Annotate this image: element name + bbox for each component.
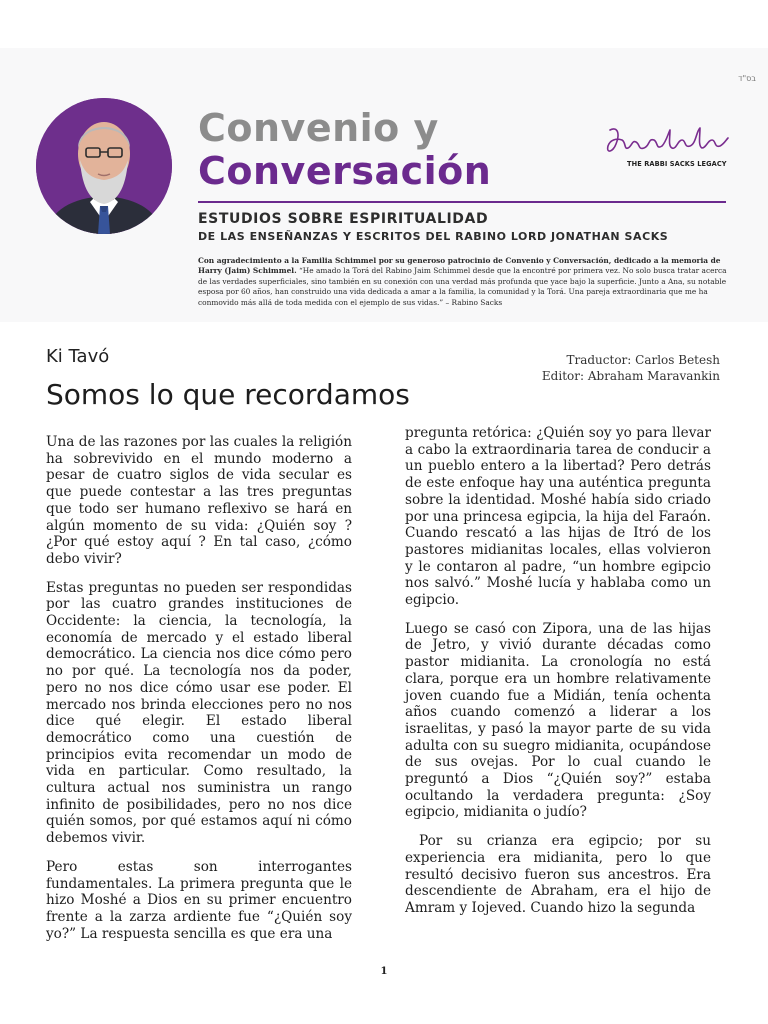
- acknowledgement-bold: Con agradecimiento a la Familia Schimmel por su generoso patrocinio de Convenio y Conversación, dedicado a la memoria de Harry (Jaim) Schimmel.: [198, 256, 721, 276]
- paragraph: Luego se casó con Zipora, una de las hijas de Jetro, y vivió durante décadas como pastor midianita. La cronología no está clara, porque era un hombre relativamente joven cuando fue a Midián, tenía ochenta años cuando comenzó a liderar a los israelitas, y pasó la mayor parte de su vida adulta con su suegro midianita, ocupándose de sus ovejas. Por lo cual cuando le preguntó a Dios “¿Quién soy?” estaba ocultando la verdadera pregunta: ¿Soy egipcio, midianita o judío?: [405, 620, 711, 821]
- credits: [542, 352, 720, 384]
- author-portrait: [36, 98, 172, 234]
- editor-credit: Editor: Abraham Maravankin: [541, 369, 720, 383]
- title-line-1: Convenio y: [198, 106, 439, 150]
- parsha-name: Ki Tavó: [46, 346, 110, 367]
- header-divider: [198, 201, 726, 203]
- translator-credit: Traductor: Carlos Betesh: [566, 353, 720, 367]
- article-title: Somos lo que recordamos: [46, 378, 410, 411]
- portrait-illustration: [36, 98, 172, 234]
- paragraph: pregunta retórica: ¿Quién soy yo para llevar a cabo la extraordinaria tarea de conducir a un pueblo entero a la libertad? Pero detrás de este enfoque hay una auténtica pregunta sobre la identidad. Moshé había sido criado por una princesa egipcia, la hija del Faraón. Cuando rescató a las hijas de Itró de los pastores midianitas locales, ellas volvieron y le contaron al padre, “un hombre egipcio nos salvó.” Moshé lucía y hablaba como un egipcio.: [405, 425, 711, 609]
- rabbi-sacks-legacy-logo: [604, 124, 734, 180]
- article-column-right: [405, 425, 711, 929]
- paragraph: Por su crianza era egipcio; por su experiencia era midianita, pero lo que resultó decisivo fueron sus ancestros. Era descendiente de Abraham, era el hijo de Amram y Iojeved. Cuando hizo la segunda: [405, 833, 711, 916]
- bsd-mark: בס"ד: [738, 74, 756, 83]
- brand-tagline: THE RABBI SACKS LEGACY: [627, 160, 727, 168]
- signature-mark: [604, 124, 734, 164]
- acknowledgement: [198, 256, 730, 308]
- article-column-left: [46, 434, 352, 954]
- title-line-2: Conversación: [198, 149, 492, 193]
- paragraph: Una de las razones por las cuales la religión ha sobrevivido en el mundo moderno a pesar de cuatro siglos de vida secular es que puede contestar a las tres preguntas que todo ser humano reflexivo se hará en algún momento de su vida: ¿Quién soy ? ¿Por qué estoy aquí ? En tal caso, ¿cómo debo vivir?: [46, 434, 352, 567]
- paragraph: Pero estas son interrogantes fundamentales. La primera pregunta que le hizo Moshé a Dios en su primer encuentro frente a la zarza ardiente fue “¿Quién soy yo?” La respuesta sencilla es que era una: [46, 858, 352, 942]
- paragraph: Estas preguntas no pueden ser respondidas por las cuatro grandes instituciones de Occidente: la ciencia, la tecnología, la economía de mercado y el estado liberal democrático. La ciencia nos dice cómo pero no por qué. La tecnología nos da poder, pero no nos dice cómo usar ese poder. El mercado nos brinda elecciones pero no nos dice qué elegir. El estado liberal democrático como una cuestión de principios evita recomendar un modo de vida en particular. Como resultado, la cultura actual nos suministra un rango infinito de posibilidades, pero no nos dice quién somos, por qué estamos aquí ni cómo debemos vivir.: [46, 579, 352, 847]
- acknowledgement-text: “He amado la Torá del Rabino Jaim Schimmel desde que la encontré por primera vez. No solo busca tratar acerca de las verdades superficiales, sino también en su conexión con una verdad más profunda que yace bajo la superficie. Junto a Ana, su notable esposa por 60 años, han construido una vida dedicada a amar a la familia, la comunidad y la Torá. Una pareja extraordinaria que me ha conmovido más allá de toda medida con el ejemplo de sus vidas.” – Rabino Sacks: [198, 266, 727, 307]
- series-subtitle-secondary: DE LAS ENSEÑANZAS Y ESCRITOS DEL RABINO LORD JONATHAN SACKS: [198, 230, 669, 243]
- page-number: 1: [380, 966, 388, 977]
- series-subtitle: ESTUDIOS SOBRE ESPIRITUALIDAD: [198, 211, 489, 227]
